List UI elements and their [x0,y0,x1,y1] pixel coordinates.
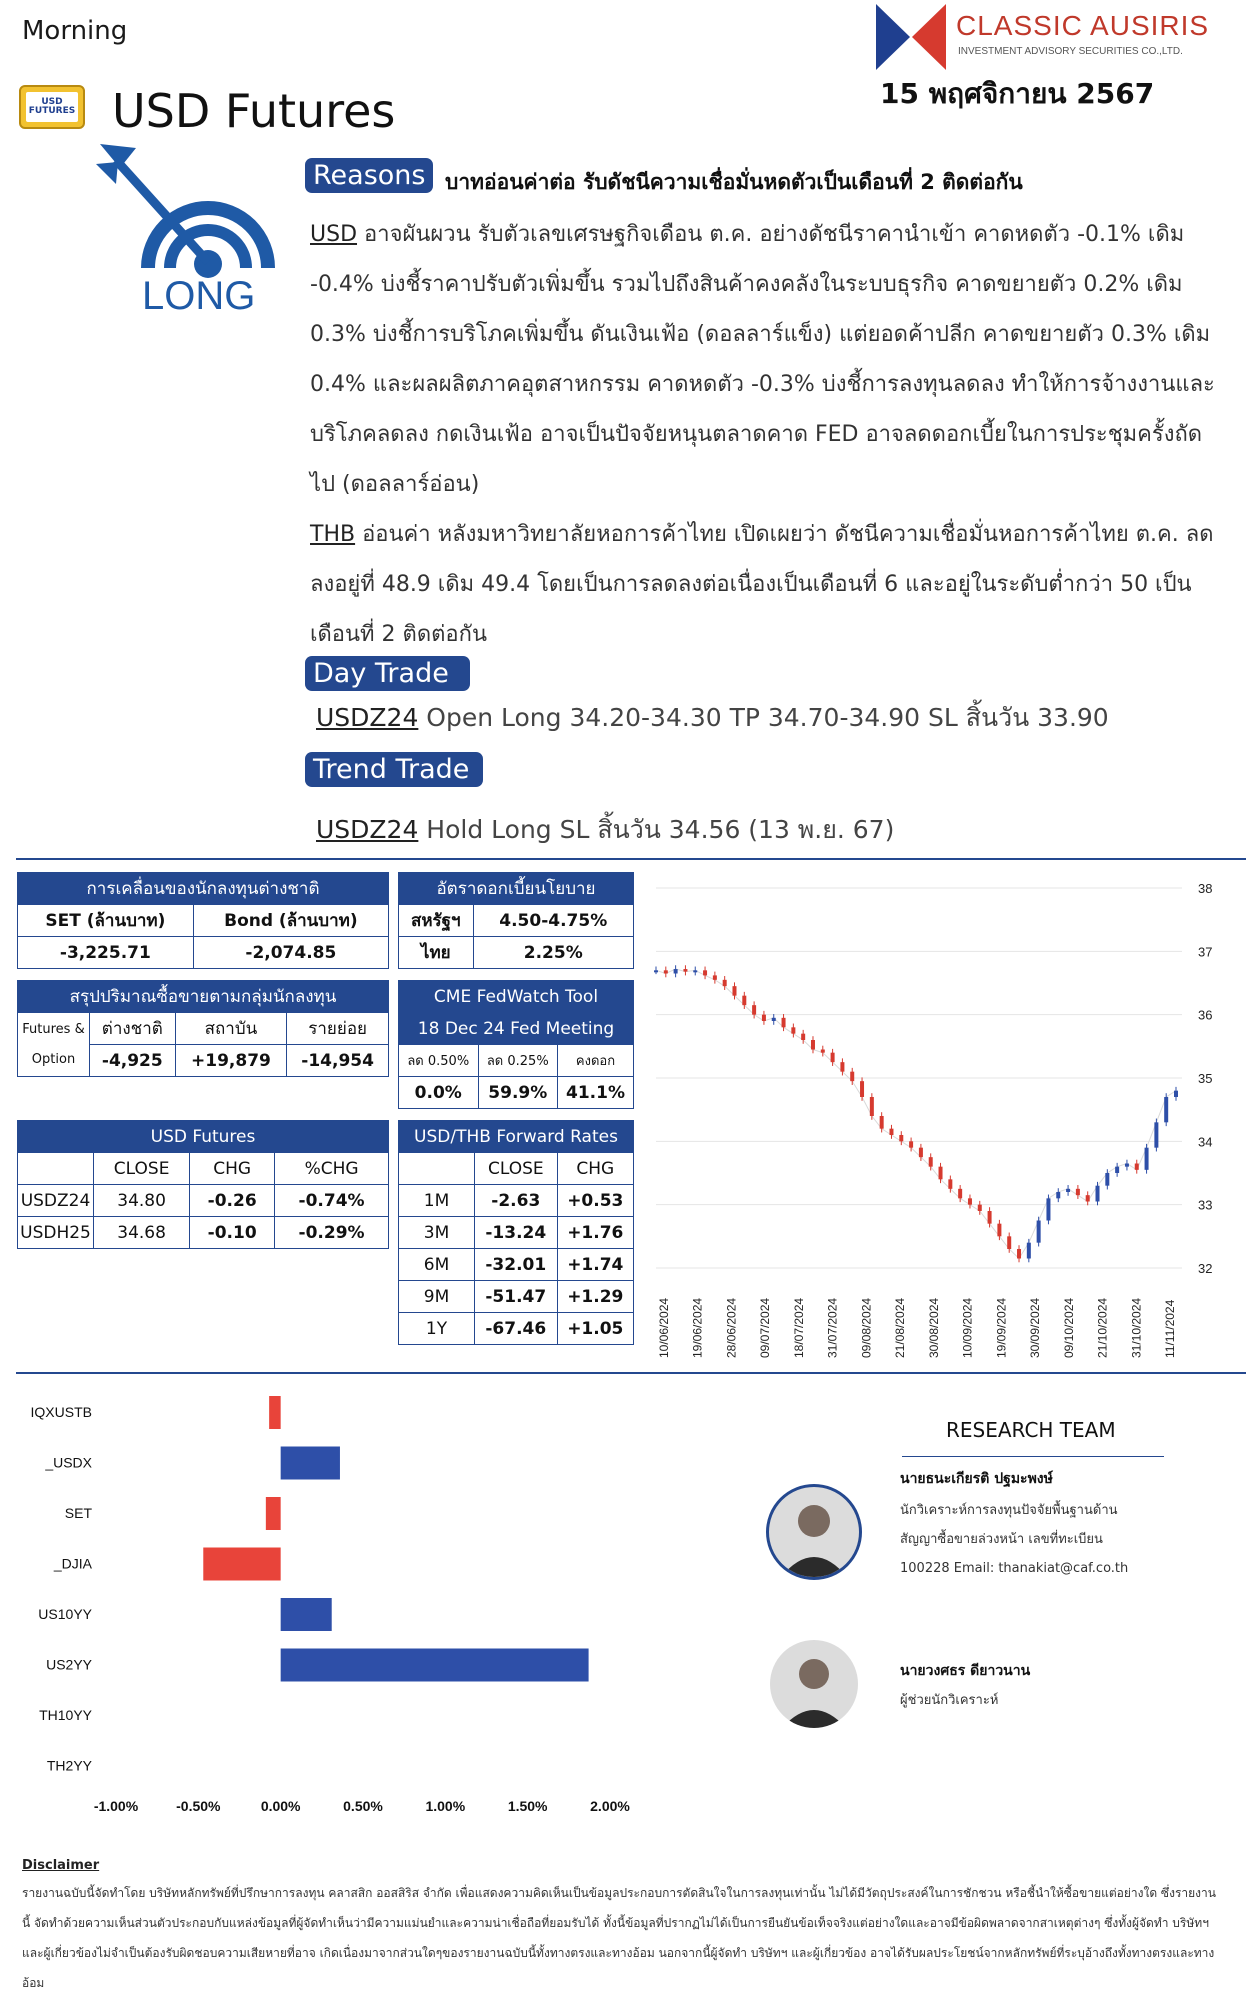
x-tick-label: 31/10/2024 [1129,1297,1144,1358]
candle-body [1125,1164,1129,1167]
investor-summary-label [18,1013,90,1077]
candle-body [1115,1167,1119,1173]
foreign-flow-val1: -3,225.71 [18,937,194,969]
disclaimer-text: รายงานฉบับนี้จัดทำโดย บริษัทหลักทรัพย์ที่ปรึกษาการลงทุน คลาสสิก ออสสิริส จำกัด เพื่อแสดงความคิดเห็นเป็นข้อมูลประกอบการตัดสินใจในการลงทุนเท่านั้น ไม่ได้มีวัตถุประสงค์ในการชักชวน หรือชี้นำให้ซื้อขายแต่อย่างใด ซึ่งรายงานนี้ จัดทำด้วยความเห็นส่วนตัวประกอบกับแหล่งข้อมูลที่ผู้จัดทำเห็นว่ามีความแม่นยำและความน่าเชื่อถือที่ยอมรับได้ ทั้งนี้ข้อมูลที่ปรากฏไม่ได้เป็นการยืนยันข้อเท็จจริงแต่อย่างใดและอาจมีข้อผิดพลาดจากสาเหตุต่างๆ ซึ่งทั้งผู้จัดทำ บริษัทฯ และผู้เกี่ยวข้องไม่จำเป็นต้องรับผิดชอบความเสียหายที่อาจ เกิดเนื่องมาจากส่วนใดๆของรายงานฉบับนี้ทั้งทางตรงและทางอ้อม นอกจากนี้ผู้จัดทำ บริษัทฯ และผู้เกี่ยวข้อง อาจได้รับผลประโยชน์จากหลักทรัพย์ที่ระบุอ้างถึงทั้งทางตรงและทางอ้อม [22,1886,1216,1990]
x-tick-label: 09/07/2024 [758,1297,773,1358]
research-team-title: RESEARCH TEAM [946,1418,1116,1442]
forward-close: -2.63 [475,1185,558,1217]
candle-body [978,1205,982,1211]
x-tick-label: 21/08/2024 [893,1297,908,1358]
candle-body [988,1211,992,1224]
forward-header-chg: CHG [557,1153,633,1185]
policy-country-th: ไทย [399,937,474,969]
y-tick-label: 37 [1198,944,1213,960]
page-title: USD Futures [112,84,396,138]
trend-trade-line [316,810,894,850]
forward-rates-table [398,1120,634,1345]
usd-futures-pct: -0.29% [275,1217,389,1249]
fedwatch-header-cut25: ลด 0.25% [478,1045,558,1077]
trend-trade-label: Trend Trade [305,752,483,787]
candle-body [1086,1195,1090,1201]
analyst-1-info [900,1468,1230,1583]
investor-value-institution: +19,879 [175,1045,287,1077]
candle-body [1046,1198,1050,1220]
candle-body [762,1015,766,1021]
forward-close: -13.24 [475,1217,558,1249]
day-trade-label: Day Trade [305,656,470,691]
candle-body [1066,1189,1070,1192]
bar-category-label: IQXUSTB [30,1404,92,1420]
bar-category-label: US2YY [46,1656,92,1673]
investor-header-foreign: ต่างชาติ [90,1013,176,1045]
candle-body [860,1081,864,1097]
x-tick-label: -1.00% [93,1798,139,1814]
fedwatch-value-hold: 41.1% [558,1077,634,1109]
usd-futures-header-pct: %CHG [275,1153,389,1185]
candle-body [1105,1173,1109,1186]
fedwatch-header-cut50: ลด 0.50% [399,1045,479,1077]
candle-body [939,1167,943,1180]
y-tick-label: 32 [1198,1261,1213,1276]
foreign-flow-col2: Bond (ล้านบาท) [193,905,388,937]
usd-futures-pct: -0.74% [275,1185,389,1217]
candle-body [811,1040,815,1050]
usd-futures-close: 34.80 [94,1185,190,1217]
fedwatch-header-hold: คงดอก [558,1045,634,1077]
fedwatch-table [398,980,634,1109]
candle-body [899,1135,903,1141]
x-tick-label: 11/11/2024 [1163,1299,1177,1358]
analyst-1-line3: 100228 Email: thanakiat@caf.co.th [900,1561,1129,1576]
usd-futures-close: 34.68 [94,1217,190,1249]
forward-header-blank [399,1153,475,1185]
candle-body [929,1157,933,1167]
candle-body [782,1018,786,1028]
foreign-flow-col1: SET (ล้านบาท) [18,905,194,937]
candle-body [997,1224,1001,1237]
x-tick-label: 09/10/2024 [1061,1297,1076,1358]
candle-body [870,1097,874,1116]
market-change-bar-chart [16,1386,726,1836]
candle-body [909,1141,913,1147]
x-tick-label: 19/09/2024 [994,1297,1009,1358]
bar-category-label: US10YY [38,1606,92,1622]
candle-body [742,996,746,1005]
position-label: LONG [142,274,256,318]
candle-body [693,970,697,972]
reasons-headline: บาทอ่อนค่าต่อ รับดัชนีความเชื่อมั่นหดตัวเป็นเดือนที่ 2 ติดต่อกัน [445,170,1023,194]
analyst-2-line1: ผู้ช่วยนักวิเคราะห์ [900,1693,999,1708]
forward-chg: +0.53 [557,1185,633,1217]
fedwatch-value-cut25: 59.9% [478,1077,558,1109]
usd-futures-header-close: CLOSE [94,1153,190,1185]
usd-futures-symbol: USDZ24 [18,1185,94,1217]
bar-category-label: TH2YY [46,1757,92,1774]
foreign-flow-title: การเคลื่อนของนักลงทุนต่างชาติ [18,873,389,905]
candle-body [968,1198,972,1204]
divider-top [16,858,1246,860]
usd-futures-title: USD Futures [18,1121,389,1153]
x-tick-label: 0.50% [343,1798,383,1814]
divider-middle [16,1372,1246,1374]
candle-body [1174,1091,1178,1097]
policy-rate-th: 2.25% [473,937,633,969]
company-logo [876,4,946,70]
candle-body [723,980,727,986]
usd-futures-table [17,1120,389,1249]
candle-body [791,1027,795,1033]
forward-tenor: 6M [399,1249,475,1281]
investor-label-top: Futures & [22,1021,85,1037]
usd-paragraph [310,210,1225,510]
candle-body [889,1129,893,1135]
forward-header-close: CLOSE [475,1153,558,1185]
analyst-1-line1: นักวิเคราะห์การลงทุนปัจจัยพื้นฐานด้าน [900,1503,1118,1518]
usd-futures-header-blank [18,1153,94,1185]
candle-body [732,986,736,996]
reasons-label: Reasons [305,158,433,193]
analyst-avatar [770,1640,858,1728]
brand-subtitle: INVESTMENT ADVISORY SECURITIES CO.,LTD. [958,46,1183,57]
fedwatch-value-cut50: 0.0% [399,1077,479,1109]
forward-chg: +1.29 [557,1281,633,1313]
fedwatch-meeting: 18 Dec 24 Fed Meeting [399,1013,634,1045]
thb-label: THB [310,522,356,547]
candle-body [1056,1192,1060,1198]
target-dart-icon [96,138,280,288]
candle-body [1135,1164,1139,1170]
x-tick-label: 10/09/2024 [960,1297,975,1358]
x-tick-label: 28/06/2024 [724,1297,739,1358]
candle-body [664,970,668,973]
thb-text: อ่อนค่า หลังมหาวิทยาลัยหอการค้าไทย เปิดเผยว่า ดัชนีความเชื่อมั่นหอการค้าไทย ต.ค. ลดลงอยู่ที่ 48.9 เดิม 49.4 โดยเป็นการลดลงต่อเนื่องเป็นเดือนที่ 6 และอยู่ในระดับต่ำกว่า 50 เป็นเดือนที่ 2 ติดต่อกัน [310,522,1214,647]
brand-name: CLASSIC AUSIRIS [956,10,1210,41]
bar-category-label: _DJIA [53,1555,92,1572]
candle-body [1007,1236,1011,1249]
bar [269,1396,281,1429]
usd-label: USD [310,222,358,247]
usdthb-price-chart [650,868,1240,1368]
bar [203,1548,280,1581]
x-tick-label: 31/07/2024 [825,1297,840,1358]
usd-futures-badge-icon [18,84,86,130]
usd-futures-chg: -0.10 [190,1217,275,1249]
x-tick-label: 2.00% [590,1798,630,1814]
forward-close: -32.01 [475,1249,558,1281]
x-tick-label: 1.50% [507,1798,548,1814]
bar [266,1497,281,1530]
price-line [656,969,1176,1258]
forward-chg: +1.76 [557,1217,633,1249]
analyst-2-name: นายวงศธร ดียาวนาน [900,1663,1031,1679]
candle-body [1027,1243,1031,1259]
day-trade-text: Open Long 34.20-34.30 TP 34.70-34.90 SL สิ้นวัน 33.90 [418,703,1109,732]
investor-value-retail: -14,954 [287,1045,389,1077]
candle-body [1017,1249,1021,1259]
candle-body [801,1034,805,1040]
usd-futures-header-chg: CHG [190,1153,275,1185]
candle-body [840,1062,844,1072]
candle-body [772,1018,776,1021]
investor-header-retail: รายย่อย [287,1013,389,1045]
forward-tenor: 1M [399,1185,475,1217]
policy-country-us: สหรัฐฯ [399,905,474,937]
analyst-1-line2: สัญญาซื้อขายล่วงหน้า เลขที่ทะเบียน [900,1532,1103,1547]
policy-rate-table [398,872,634,969]
candle-body [948,1179,952,1189]
analyst-1-name: นายธนะเกียรติ ปฐมะพงษ์ [900,1471,1053,1487]
y-tick-label: 33 [1198,1197,1213,1213]
candle-body [752,1005,756,1015]
candle-body [1037,1221,1041,1243]
y-tick-label: 35 [1198,1071,1213,1086]
bar-category-label: TH10YY [39,1707,92,1723]
candle-body [1145,1148,1149,1170]
forward-chg: +1.74 [557,1249,633,1281]
x-tick-label: 09/08/2024 [859,1297,874,1358]
candle-body [831,1053,835,1063]
thb-paragraph [310,510,1225,660]
usd-futures-symbol: USDH25 [18,1217,94,1249]
bar-category-label: SET [64,1505,92,1521]
bar-category-label: _USDX [45,1454,92,1471]
forward-close: -51.47 [475,1281,558,1313]
candle-body [850,1072,854,1082]
x-tick-label: 21/10/2024 [1095,1297,1110,1358]
candle-body [880,1116,884,1129]
investor-summary-table [17,980,389,1077]
y-tick-label: 36 [1198,1007,1213,1023]
bar [281,1649,589,1682]
forward-close: -67.46 [475,1313,558,1345]
trend-trade-symbol: USDZ24 [316,815,419,844]
foreign-flow-val2: -2,074.85 [193,937,388,969]
session-label: Morning [22,16,128,46]
candle-body [713,975,717,979]
x-tick-label: 30/08/2024 [926,1297,941,1358]
usd-badge-text: USD FUTURES [28,97,76,116]
investor-value-foreign: -4,925 [90,1045,176,1077]
x-tick-label: 0.00% [260,1798,301,1814]
analyst-2-info [900,1660,1230,1715]
forward-rates-title: USD/THB Forward Rates [399,1121,634,1153]
report-date: 15 พฤศจิกายน 2567 [880,77,1155,110]
candle-body [1164,1097,1168,1122]
disclaimer-title: Disclaimer [22,1858,100,1873]
candle-body [919,1148,923,1158]
analyst-avatar [766,1484,862,1580]
forward-tenor: 9M [399,1281,475,1313]
usd-text: อาจผันผวน รับตัวเลขเศรษฐกิจเดือน ต.ค. อย่างดัชนีราคานำเข้า คาดหดตัว -0.1% เดิม -0.4% บ่งชี้ราคาปรับตัวเพิ่มขึ้น รวมไปถึงสินค้าคงคลังในระบบธุรกิจ คาดขยายตัว 0.2% เดิม 0.3% บ่งชี้การบริโภคเพิ่มขึ้น ดันเงินเฟ้อ (ดอลลาร์แข็ง) แต่ยอดค้าปลีก คาดขยายตัว 0.3% เดิม 0.4% และผลผลิตภาคอุตสาหกรรม คาดหดตัว -0.3% บ่งชี้การลงทุนลดลง ทำให้การจ้างงานและบริโภคลดลง กดเงินเฟ้อ อาจเป็นปัจจัยหนุนตลาดคาด FED อาจลดดอกเบี้ยในการประชุมครั้งถัดไป (ดอลลาร์อ่อน) [310,222,1215,497]
x-tick-label: 18/07/2024 [791,1297,806,1358]
forward-tenor: 1Y [399,1313,475,1345]
candle-body [1096,1186,1100,1202]
y-tick-label: 34 [1198,1134,1213,1150]
policy-rate-title: อัตราดอกเบี้ยนโยบาย [399,873,634,905]
y-tick-label: 38 [1198,881,1213,896]
investor-summary-title: สรุปปริมาณซื้อขายตามกลุ่มนักลงทุน [18,981,389,1013]
x-tick-label: 10/06/2024 [657,1297,671,1358]
x-tick-label: 30/09/2024 [1028,1297,1043,1358]
foreign-flow-table [17,872,389,969]
bar [281,1598,332,1631]
fedwatch-title: CME FedWatch Tool [399,981,634,1013]
candle-body [703,970,707,975]
candle-body [674,969,678,973]
forward-tenor: 3M [399,1217,475,1249]
bar [281,1447,340,1480]
x-tick-label: -0.50% [176,1798,221,1814]
candle-body [1154,1122,1158,1147]
usd-futures-chg: -0.26 [190,1185,275,1217]
day-trade-symbol: USDZ24 [316,703,419,732]
trend-trade-text: Hold Long SL สิ้นวัน 34.56 (13 พ.ย. 67) [418,815,895,844]
day-trade-line [316,698,1109,738]
candle-body [654,970,658,972]
investor-header-institution: สถาบัน [175,1013,287,1045]
x-tick-label: 1.00% [425,1798,466,1814]
investor-label-bottom: Option [31,1051,76,1067]
x-tick-label: 19/06/2024 [690,1297,705,1358]
research-team-underline [902,1456,1164,1457]
policy-rate-us: 4.50-4.75% [473,905,633,937]
candle-body [1076,1189,1080,1195]
candle-body [821,1050,825,1053]
candle-body [958,1189,962,1199]
forward-chg: +1.05 [557,1313,633,1345]
candle-body [683,969,687,972]
